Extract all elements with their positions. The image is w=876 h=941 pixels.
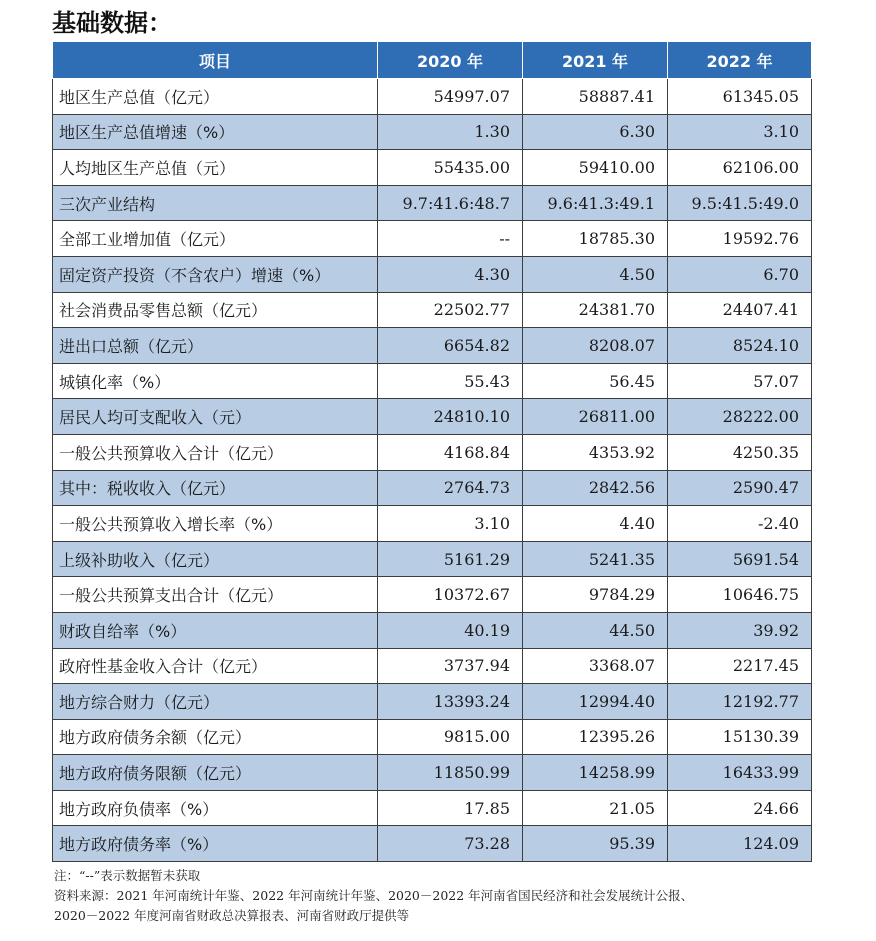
value-2022: 2217.45	[668, 648, 812, 684]
value-2020: 55435.00	[378, 150, 523, 186]
row-label: 地方综合财力（亿元）	[53, 684, 378, 720]
value-2020: 17.85	[378, 790, 523, 826]
table-row	[53, 577, 812, 613]
row-label: 财政自给率（%）	[53, 612, 378, 648]
value-2020: 4168.84	[378, 434, 523, 470]
value-2022: 24407.41	[668, 292, 812, 328]
value-2022: 62106.00	[668, 150, 812, 186]
value-2022: 61345.05	[668, 79, 812, 115]
header-item: 项目	[53, 42, 378, 79]
value-2020: 13393.24	[378, 684, 523, 720]
value-2020: 40.19	[378, 612, 523, 648]
value-2022: 4250.35	[668, 434, 812, 470]
value-2020: 6654.82	[378, 328, 523, 364]
table-row	[53, 434, 812, 470]
table-body	[53, 79, 812, 862]
value-2022: 15130.39	[668, 719, 812, 755]
table-row	[53, 114, 812, 150]
table-row	[53, 755, 812, 791]
row-label: 地区生产总值（亿元）	[53, 79, 378, 115]
row-label: 进出口总额（亿元）	[53, 328, 378, 364]
value-2021: 58887.41	[523, 79, 668, 115]
table-row	[53, 256, 812, 292]
table-row	[53, 612, 812, 648]
value-2021: 4.40	[523, 506, 668, 542]
value-2022: 5691.54	[668, 541, 812, 577]
row-label: 一般公共预算支出合计（亿元）	[53, 577, 378, 613]
value-2022: 16433.99	[668, 755, 812, 791]
value-2020: 10372.67	[378, 577, 523, 613]
source-line-2: 2020－2022 年度河南省财政总决算报表、河南省财政厅提供等	[54, 908, 410, 923]
value-2021: 4353.92	[523, 434, 668, 470]
value-2021: 8208.07	[523, 328, 668, 364]
value-2021: 6.30	[523, 114, 668, 150]
value-2021: 9.6:41.3:49.1	[523, 185, 668, 221]
value-2020: 4.30	[378, 256, 523, 292]
value-2021: 4.50	[523, 256, 668, 292]
page-heading: 基础数据：	[52, 9, 172, 37]
row-label: 地区生产总值增速（%）	[53, 114, 378, 150]
value-2020: 3.10	[378, 506, 523, 542]
table-row	[53, 790, 812, 826]
value-2020: 9815.00	[378, 719, 523, 755]
value-2022: 19592.76	[668, 221, 812, 257]
table-row	[53, 221, 812, 257]
table-row	[53, 684, 812, 720]
row-label: 地方政府债务限额（亿元）	[53, 755, 378, 791]
value-2022: -2.40	[668, 506, 812, 542]
value-2022: 6.70	[668, 256, 812, 292]
row-label: 人均地区生产总值（元）	[53, 150, 378, 186]
row-label: 一般公共预算收入增长率（%）	[53, 506, 378, 542]
header-2022: 2022 年	[668, 42, 812, 79]
row-label: 全部工业增加值（亿元）	[53, 221, 378, 257]
value-2022: 2590.47	[668, 470, 812, 506]
value-2022: 12192.77	[668, 684, 812, 720]
row-label: 一般公共预算收入合计（亿元）	[53, 434, 378, 470]
value-2021: 3368.07	[523, 648, 668, 684]
value-2021: 2842.56	[523, 470, 668, 506]
value-2020: 3737.94	[378, 648, 523, 684]
value-2021: 21.05	[523, 790, 668, 826]
table-row	[53, 150, 812, 186]
value-2022: 57.07	[668, 363, 812, 399]
value-2020: 1.30	[378, 114, 523, 150]
table-row	[53, 541, 812, 577]
header-2020: 2020 年	[378, 42, 523, 79]
row-label: 社会消费品零售总额（亿元）	[53, 292, 378, 328]
table-row	[53, 506, 812, 542]
header-2021: 2021 年	[523, 42, 668, 79]
value-2022: 10646.75	[668, 577, 812, 613]
value-2022: 124.09	[668, 826, 812, 862]
value-2020: 55.43	[378, 363, 523, 399]
value-2020: 22502.77	[378, 292, 523, 328]
value-2020: 24810.10	[378, 399, 523, 435]
table-header-row	[53, 42, 812, 79]
value-2021: 56.45	[523, 363, 668, 399]
value-2021: 9784.29	[523, 577, 668, 613]
value-2021: 44.50	[523, 612, 668, 648]
table-row	[53, 399, 812, 435]
value-2020: 11850.99	[378, 755, 523, 791]
row-label: 上级补助收入（亿元）	[53, 541, 378, 577]
value-2021: 12395.26	[523, 719, 668, 755]
row-label: 地方政府债务余额（亿元）	[53, 719, 378, 755]
table-row	[53, 185, 812, 221]
table-row	[53, 826, 812, 862]
table-row	[53, 470, 812, 506]
value-2022: 3.10	[668, 114, 812, 150]
value-2020: 9.7:41.6:48.7	[378, 185, 523, 221]
row-label: 三次产业结构	[53, 185, 378, 221]
value-2021: 14258.99	[523, 755, 668, 791]
table-row	[53, 292, 812, 328]
value-2021: 24381.70	[523, 292, 668, 328]
row-label: 城镇化率（%）	[53, 363, 378, 399]
value-2020: 73.28	[378, 826, 523, 862]
value-2022: 9.5:41.5:49.0	[668, 185, 812, 221]
table-row	[53, 328, 812, 364]
row-label: 政府性基金收入合计（亿元）	[53, 648, 378, 684]
table-row	[53, 719, 812, 755]
value-2022: 28222.00	[668, 399, 812, 435]
source-line-1: 资料来源：2021 年河南统计年鉴、2022 年河南统计年鉴、2020－2022 年河南省国民经济和社会发展统计公报、	[54, 888, 694, 903]
row-label: 固定资产投资（不含农户）增速（%）	[53, 256, 378, 292]
footnotes	[54, 866, 844, 926]
table-row	[53, 363, 812, 399]
value-2022: 39.92	[668, 612, 812, 648]
value-2021: 18785.30	[523, 221, 668, 257]
value-2022: 8524.10	[668, 328, 812, 364]
basic-data-table	[52, 41, 812, 862]
row-label: 居民人均可支配收入（元）	[53, 399, 378, 435]
value-2021: 95.39	[523, 826, 668, 862]
table-row	[53, 79, 812, 115]
note-missing-data: 注：“--”表示数据暂未获取	[54, 868, 201, 883]
table-row	[53, 648, 812, 684]
value-2021: 12994.40	[523, 684, 668, 720]
value-2020: 5161.29	[378, 541, 523, 577]
value-2020: 54997.07	[378, 79, 523, 115]
value-2021: 59410.00	[523, 150, 668, 186]
value-2020: 2764.73	[378, 470, 523, 506]
row-label: 地方政府债务率（%）	[53, 826, 378, 862]
value-2021: 5241.35	[523, 541, 668, 577]
row-label: 地方政府负债率（%）	[53, 790, 378, 826]
value-2020: --	[378, 221, 523, 257]
value-2021: 26811.00	[523, 399, 668, 435]
row-label: 其中：税收收入（亿元）	[53, 470, 378, 506]
value-2022: 24.66	[668, 790, 812, 826]
